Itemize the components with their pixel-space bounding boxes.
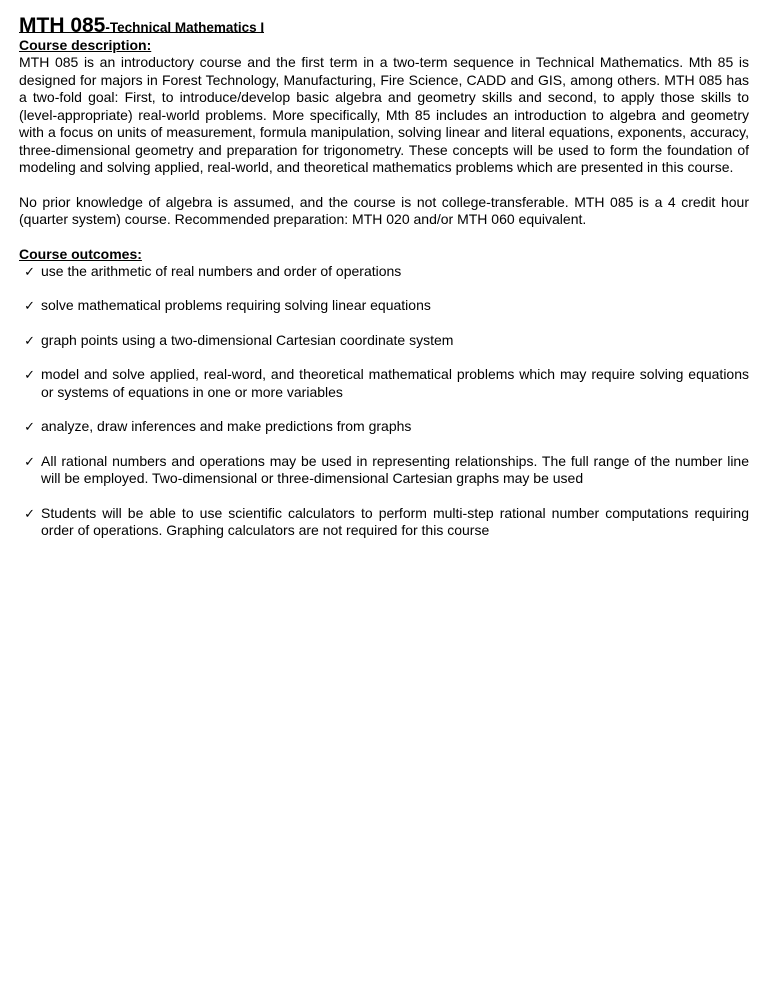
outcome-item [19,453,749,488]
outcome-text: graph points using a two-dimensional Cartesian coordinate system [41,331,454,348]
checkmark-icon: ✓ [24,332,35,348]
page-title [19,10,265,37]
checkmark-icon: ✓ [24,505,35,521]
course-description-heading: Course description: [19,37,152,53]
outcome-item [19,332,749,350]
course-outcomes-heading: Course outcomes: [19,245,142,262]
outcome-text: model and solve applied, real-word, and theoretical mathematical problems which may require solving equations or systems of equations in one or more variables [41,366,749,400]
outcome-item [19,366,749,401]
outcome-item [19,297,749,315]
course-code: MTH 085 [19,14,106,37]
course-name: -Technical Mathematics I [105,20,265,35]
outcome-text: use the arithmetic of real numbers and order of operations [41,262,402,279]
document-page [19,10,749,557]
checkmark-icon: ✓ [24,263,35,279]
outcome-text: analyze, draw inferences and make predictions from graphs [41,418,412,434]
outcome-item [19,418,749,436]
course-description-paragraph-2: No prior knowledge of algebra is assumed, and the course is not college-transferable. MTH 085 is a 4 credit hour (quarter system) course. Recommended preparation: MTH 020 and/or MTH 060 equivalent. [19,193,749,227]
outcomes-list [19,263,749,540]
outcome-item [19,505,749,540]
outcome-text: solve mathematical problems requiring solving linear equations [41,297,431,313]
checkmark-icon: ✓ [24,367,35,382]
checkmark-icon: ✓ [24,298,35,313]
outcome-text: All rational numbers and operations may be used in representing relationships. The full range of the number line will be employed. Two-dimensional or three-dimensional Cartesian graphs may be used [41,452,749,486]
outcome-text: Students will be able to use scientific calculators to perform multi-step rational number computations requiring order of operations. Graphing calculators are not required for this course [41,504,749,538]
checkmark-icon: ✓ [24,419,35,434]
checkmark-icon: ✓ [24,453,35,469]
course-description-paragraph-1: MTH 085 is an introductory course and the first term in a two-term sequence in Technical Mathematics. Mth 85 is designed for majors in Forest Technology, Manufacturing, Fire Science, CADD and GIS, among others. MTH 085 has a two-fold goal: First, to introduce/develop basic algebra and geometry skills and second, to apply those skills to (level-appropriate) real-world problems. More specifically, Mth 85 includes an introduction to algebra and geometry with a focus on units of measurement, formula manipulation, solving linear and literal equations, exponents, accuracy, three-dimensional geometry and preparation for trigonometry. These concepts will be used to form the foundation of modeling and solving applied, real-world, and theoretical mathematics problems which are presented in this course. [19,54,749,175]
outcome-item [19,263,749,281]
